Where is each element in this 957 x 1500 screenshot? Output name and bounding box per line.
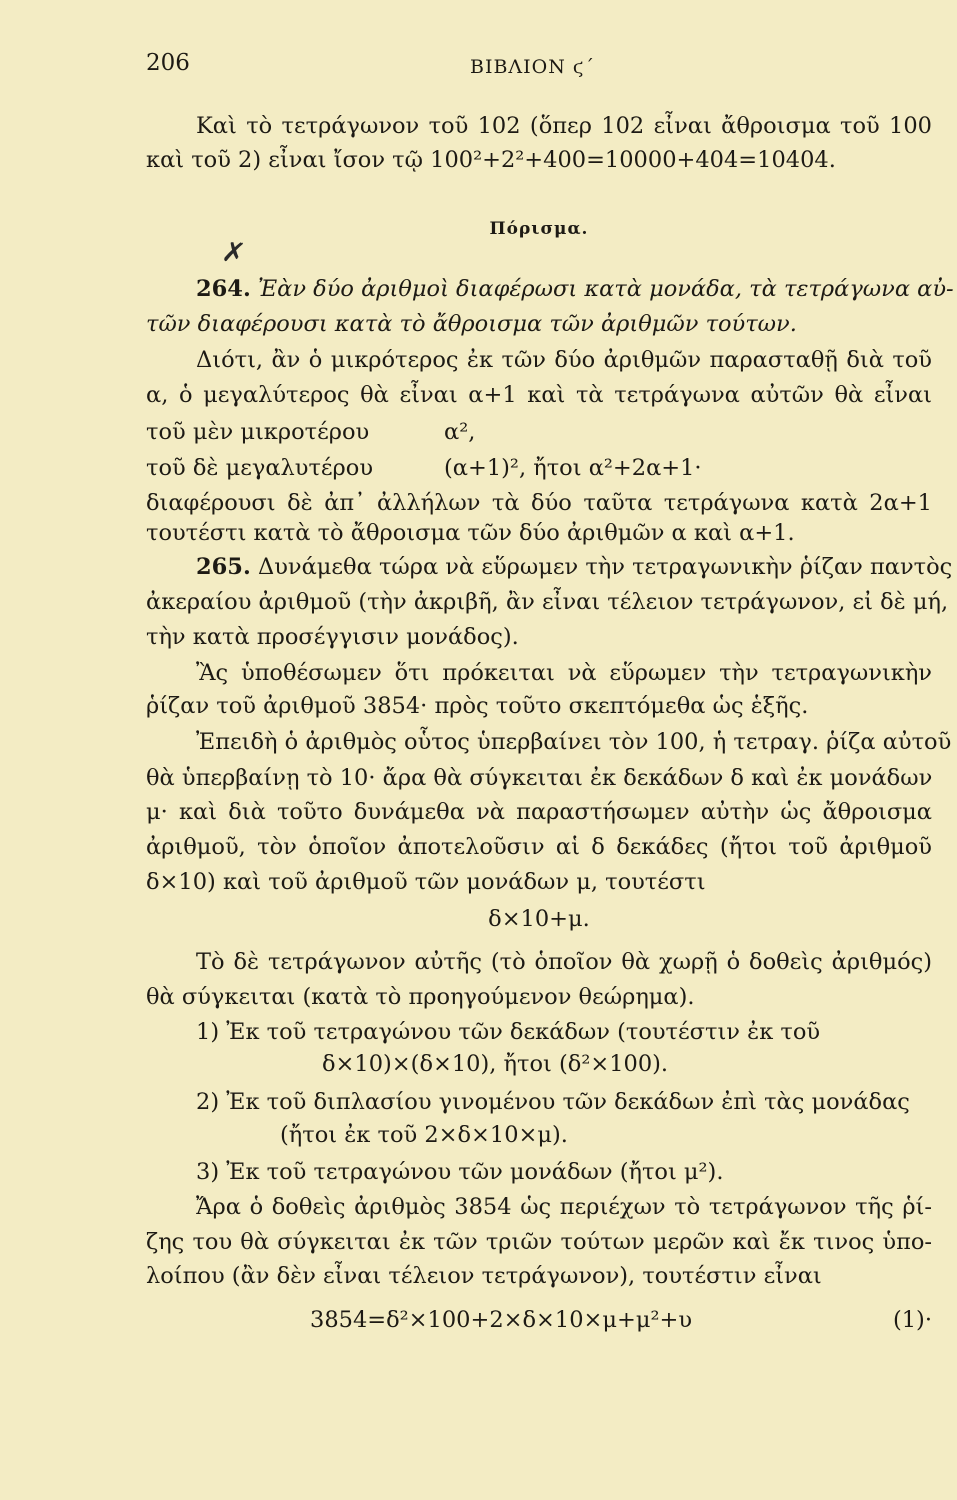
text-line: τὴν κατὰ προσέγγισιν μονάδος). bbox=[146, 624, 519, 650]
paragraph-text: Δυνάμεθα τώρα νὰ εὕρωμεν τὴν τετραγωνικὴν ῥίζαν παντὸς bbox=[257, 554, 953, 580]
text-line: καὶ τοῦ 2) εἶναι ἴσον τῷ 100²+2²+400=10000+404=10404. bbox=[146, 147, 836, 173]
formula: (ἤτοι ἐκ τοῦ 2×δ×10×μ). bbox=[280, 1122, 568, 1148]
text-line: θὰ ὑπερβαίνῃ τὸ 10· ἄρα θὰ σύγκειται ἐκ δεκάδων δ καὶ ἐκ μονάδων bbox=[146, 765, 933, 791]
text-line-label: τοῦ μὲν μικροτέρου bbox=[146, 419, 370, 445]
page-number: 206 bbox=[146, 50, 190, 76]
text-line: ῥίζαν τοῦ ἀριθμοῦ 3854· πρὸς τοῦτο σκεπτόμεθα ὡς ἑξῆς. bbox=[146, 693, 809, 719]
text-line: Ἐπειδὴ ὁ ἀριθμὸς οὗτος ὑπερβαίνει τὸν 100, ἡ τετραγ. ῥίζα αὐτοῦ bbox=[196, 729, 952, 755]
equation-number: (1)· bbox=[892, 1307, 932, 1333]
text-line bbox=[146, 552, 953, 582]
corollary-text: Ἐὰν δύο ἀριθμοὶ διαφέρωσι κατὰ μονάδα, τὰ τετράγωνα αὐ- bbox=[257, 276, 954, 302]
paragraph-number: 265. bbox=[196, 554, 251, 580]
text-line: δ×10) καὶ τοῦ ἀριθμοῦ τῶν μονάδων μ, τουτέστι bbox=[146, 869, 706, 895]
formula: (α+1)², ἤτοι α²+2α+1· bbox=[444, 455, 702, 481]
formula: α², bbox=[444, 419, 476, 445]
formula: 3854=δ²×100+2×δ×10×μ+μ²+υ bbox=[310, 1307, 693, 1333]
text-line-label: τοῦ δὲ μεγαλυτέρου bbox=[146, 455, 374, 481]
list-item: 2) Ἐκ τοῦ διπλασίου γινομένου τῶν δεκάδων ἐπὶ τὰς μονάδας bbox=[196, 1089, 910, 1115]
text-line: Καὶ τὸ τετράγωνον τοῦ 102 (ὅπερ 102 εἶναι ἄθροισμα τοῦ 100 bbox=[196, 113, 932, 139]
text-line: λοίπου (ἂν δὲν εἶναι τέλειον τετράγωνον), τουτέστιν εἶναι bbox=[146, 1263, 822, 1289]
text-line: Τὸ δὲ τετράγωνον αὐτῆς (τὸ ὁποῖον θὰ χωρῇ ὁ δοθεὶς ἀριθμός) bbox=[196, 949, 932, 975]
text-line: Διότι, ἂν ὁ μικρότερος ἐκ τῶν δύο ἀριθμῶν παρασταθῇ διὰ τοῦ bbox=[196, 347, 932, 373]
text-line: Ἂς ὑποθέσωμεν ὅτι πρόκειται νὰ εὕρωμεν τὴν τετραγωνικὴν bbox=[196, 660, 932, 686]
running-title: ΒΙΒΛΙΟΝ ϛ΄ bbox=[470, 56, 596, 78]
text-line: μ· καὶ διὰ τοῦτο δυνάμεθα νὰ παραστήσωμεν αὐτὴν ὡς ἄθροισμα bbox=[146, 799, 932, 825]
list-item: 1) Ἐκ τοῦ τετραγώνου τῶν δεκάδων (τουτέστιν ἐκ τοῦ bbox=[196, 1019, 821, 1045]
margin-cross-mark: ✗ bbox=[219, 234, 248, 271]
text-line: ζης του θὰ σύγκειται ἐκ τῶν τριῶν τούτων μερῶν καὶ ἔκ τινος ὑπο- bbox=[146, 1229, 932, 1255]
text-line: Ἄρα ὁ δοθεὶς ἀριθμὸς 3854 ὡς περιέχων τὸ τετράγωνον τῆς ῥί- bbox=[196, 1194, 932, 1220]
text-line: θὰ σύγκειται (κατὰ τὸ προηγούμενον θεώρημα). bbox=[146, 984, 695, 1010]
text-line: διαφέρουσι δὲ ἀπ᾽ ἀλλήλων τὰ δύο ταῦτα τετράγωνα κατὰ 2α+1 bbox=[146, 490, 932, 516]
formula: δ×10+μ. bbox=[488, 906, 590, 932]
text-line: ἀκεραίου ἀριθμοῦ (τὴν ἀκριβῆ, ἂν εἶναι τέλειον τετράγωνον, εἰ δὲ μή, bbox=[146, 589, 949, 615]
list-item: 3) Ἐκ τοῦ τετραγώνου τῶν μονάδων (ἤτοι μ²). bbox=[196, 1159, 724, 1185]
corollary-text: τῶν διαφέρουσι κατὰ τὸ ἄθροισμα τῶν ἀριθμῶν τούτων. bbox=[146, 311, 797, 337]
text-line: ἀριθμοῦ, τὸν ὁποῖον ἀποτελοῦσιν αἱ δ δεκάδες (ἤτοι τοῦ ἀριθμοῦ bbox=[146, 834, 932, 860]
paragraph-number: 264. bbox=[196, 276, 251, 302]
section-heading: Πόρισμα. bbox=[489, 219, 589, 239]
formula: δ×10)×(δ×10), ἤτοι (δ²×100). bbox=[322, 1051, 669, 1077]
text-line: τουτέστι κατὰ τὸ ἄθροισμα τῶν δύο ἀριθμῶν α καὶ α+1. bbox=[146, 520, 795, 546]
text-line bbox=[146, 274, 954, 304]
text-line: α, ὁ μεγαλύτερος θὰ εἶναι α+1 καὶ τὰ τετράγωνα αὐτῶν θὰ εἶναι bbox=[146, 382, 932, 408]
